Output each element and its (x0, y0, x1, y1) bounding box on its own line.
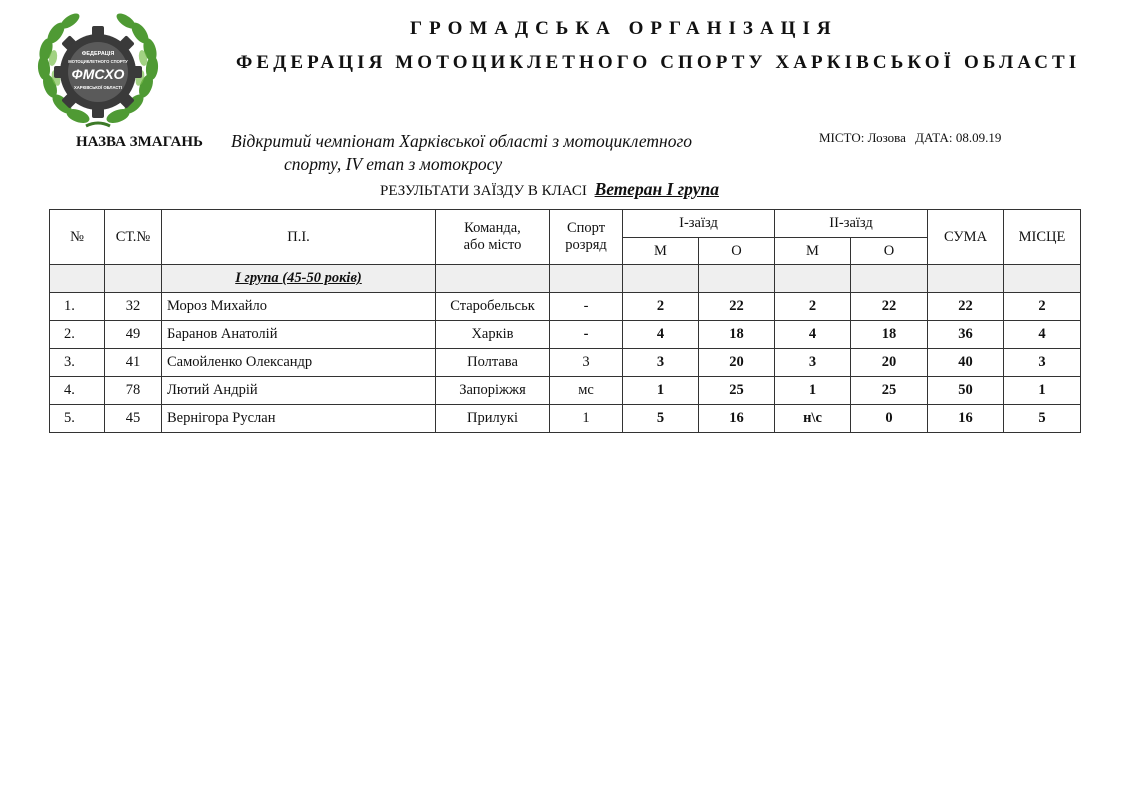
header-race2-points: О (851, 238, 928, 265)
cell-r2-place: 4 (775, 321, 851, 349)
header-race1-place: М (623, 238, 699, 265)
cell-r1-points: 20 (699, 349, 775, 377)
table-row (50, 377, 1081, 405)
cell-r1-place: 5 (623, 405, 699, 433)
federation-title: ФЕДЕРАЦІЯ МОТОЦИКЛЕТНОГО СПОРТУ ХАРКІВСЬКОЇ ОБЛАСТІ (236, 52, 1081, 73)
cell-r2-points: 20 (851, 349, 928, 377)
header-race1: І-заїзд (623, 210, 775, 238)
cell-team: Запоріжжя (436, 377, 550, 405)
logo-line3: ХАРКІВСЬКОЇ ОБЛАСТІ (73, 85, 123, 90)
header-start-no: СТ.№ (105, 210, 162, 265)
cell-position: 3 (1004, 349, 1081, 377)
cell-r1-place: 4 (623, 321, 699, 349)
header-team: Команда, або місто (436, 210, 550, 265)
results-heading (380, 179, 719, 200)
cell-no: 3. (50, 349, 105, 377)
cell-name: Баранов Анатолій (162, 321, 436, 349)
table-row (50, 321, 1081, 349)
cell-rank: мс (550, 377, 623, 405)
cell-position: 2 (1004, 293, 1081, 321)
cell-name: Самойленко Олександр (162, 349, 436, 377)
cell-no: 1. (50, 293, 105, 321)
table-row (50, 405, 1081, 433)
cell-position: 4 (1004, 321, 1081, 349)
cell-r2-points: 18 (851, 321, 928, 349)
cell-sum: 40 (928, 349, 1004, 377)
cell-r2-place: 2 (775, 293, 851, 321)
city-value: Лозова (867, 130, 906, 145)
logo-line2: МОТОЦИКЛЕТНОГО СПОРТУ (68, 59, 128, 64)
cell-name: Вернігора Руслан (162, 405, 436, 433)
cell-position: 1 (1004, 377, 1081, 405)
cell-rank: 1 (550, 405, 623, 433)
header-rank: Спорт розряд (550, 210, 623, 265)
cell-r2-place: н\с (775, 405, 851, 433)
header-no: № (50, 210, 105, 265)
competition-name-line2: спорту, IV етап з мотокросу (284, 154, 503, 174)
header-race2-place: М (775, 238, 851, 265)
header-name: П.І. (162, 210, 436, 265)
cell-name: Лютий Андрій (162, 377, 436, 405)
cell-team: Полтава (436, 349, 550, 377)
cell-rank: 3 (550, 349, 623, 377)
cell-no: 4. (50, 377, 105, 405)
cell-rank: - (550, 321, 623, 349)
cell-sum: 16 (928, 405, 1004, 433)
cell-start-no: 41 (105, 349, 162, 377)
cell-sum: 50 (928, 377, 1004, 405)
cell-no: 2. (50, 321, 105, 349)
group-row (50, 265, 1081, 293)
date-value: 08.09.19 (955, 130, 1002, 145)
date-label: ДАТА: (915, 130, 953, 145)
cell-r2-points: 0 (851, 405, 928, 433)
cell-r1-place: 1 (623, 377, 699, 405)
cell-r2-place: 1 (775, 377, 851, 405)
logo-line1: ФЕДЕРАЦІЯ (81, 51, 115, 57)
cell-r2-points: 22 (851, 293, 928, 321)
cell-start-no: 49 (105, 321, 162, 349)
federation-logo (28, 8, 168, 136)
cell-start-no: 78 (105, 377, 162, 405)
competition-label: НАЗВА ЗМАГАНЬ (76, 134, 203, 150)
cell-team: Харків (436, 321, 550, 349)
group-label: І група (45-50 років) (235, 270, 362, 286)
header-race1-points: О (699, 238, 775, 265)
cell-team: Прилукі (436, 405, 550, 433)
city-label: МІСТО: (819, 130, 865, 145)
cell-start-no: 32 (105, 293, 162, 321)
city-date (819, 130, 1001, 146)
cell-r1-points: 25 (699, 377, 775, 405)
cell-rank: - (550, 293, 623, 321)
cell-name: Мороз Михайло (162, 293, 436, 321)
cell-start-no: 45 (105, 405, 162, 433)
header-position: МІСЦЕ (1004, 210, 1081, 265)
cell-r2-points: 25 (851, 377, 928, 405)
class-name: Ветеран І група (594, 179, 719, 199)
cell-r1-place: 3 (623, 349, 699, 377)
cell-sum: 36 (928, 321, 1004, 349)
cell-r1-points: 16 (699, 405, 775, 433)
org-title: ГРОМАДСЬКА ОРГАНІЗАЦІЯ (410, 18, 838, 39)
cell-team: Старобельськ (436, 293, 550, 321)
header-race2: ІІ-заїзд (775, 210, 928, 238)
cell-no: 5. (50, 405, 105, 433)
logo-abbr: ФМСХО (71, 66, 125, 82)
cell-r1-points: 18 (699, 321, 775, 349)
table-row (50, 349, 1081, 377)
cell-r1-points: 22 (699, 293, 775, 321)
results-label: РЕЗУЛЬТАТИ ЗАЇЗДУ В КЛАСІ (380, 183, 587, 199)
results-table (49, 209, 1081, 433)
table-row (50, 293, 1081, 321)
competition-name-line1: Відкритий чемпіонат Харківської області з мотоциклетного (231, 131, 693, 151)
header-sum: СУМА (928, 210, 1004, 265)
cell-r1-place: 2 (623, 293, 699, 321)
cell-r2-place: 3 (775, 349, 851, 377)
cell-sum: 22 (928, 293, 1004, 321)
cell-position: 5 (1004, 405, 1081, 433)
